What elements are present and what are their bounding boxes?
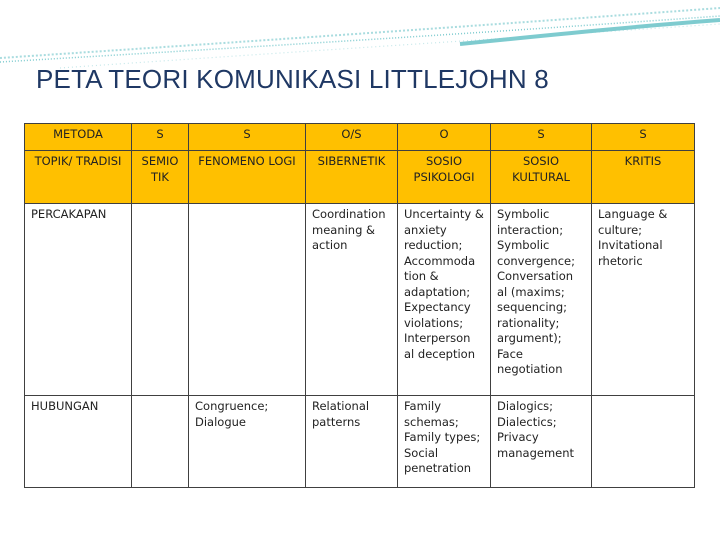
percakapan-row-label: PERCAKAPAN [25, 204, 132, 396]
method-sibernetik: O/S [306, 124, 398, 151]
percakapan-semiotik-cell [132, 204, 189, 396]
percakapan-row [25, 204, 695, 396]
hubungan-row [25, 396, 695, 488]
method-sosiokultural: S [491, 124, 592, 151]
hubungan-fenomenologi-cell: Congruence; Dialogue [189, 396, 306, 488]
tradition-fenomenologi: FENOMENO LOGI [189, 151, 306, 204]
hubungan-semiotik-cell [132, 396, 189, 488]
tradition-row-label: TOPIK/ TRADISI [25, 151, 132, 204]
tradition-kritis: KRITIS [592, 151, 695, 204]
method-sosiopsikologi: O [398, 124, 491, 151]
percakapan-sosiokultural-cell: Symbolic interaction; Symbolic convergence; Conversation al (maxims; sequencing; rationality; argument); Face negotiation [491, 204, 592, 396]
tradition-sosiopsikologi: SOSIO PSIKOLOGI [398, 151, 491, 204]
method-fenomenologi: S [189, 124, 306, 151]
percakapan-sosiopsikologi-cell: Uncertainty & anxiety reduction; Accommoda tion & adaptation; Expectancy violations; Interperson al deception [398, 204, 491, 396]
percakapan-sibernetik-cell: Coordination meaning & action [306, 204, 398, 396]
tradition-sosiokultural: SOSIO KULTURAL [491, 151, 592, 204]
hubungan-sibernetik-cell: Relational patterns [306, 396, 398, 488]
percakapan-kritis-cell: Language & culture; Invitational rhetoric [592, 204, 695, 396]
method-row-label: METODA [25, 124, 132, 151]
method-kritis: S [592, 124, 695, 151]
hubungan-sosiopsikologi-cell: Family schemas; Family types; Social penetration [398, 396, 491, 488]
tradition-sibernetik: SIBERNETIK [306, 151, 398, 204]
method-semiotik: S [132, 124, 189, 151]
tradition-semiotik: SEMIO TIK [132, 151, 189, 204]
tradition-row [25, 151, 695, 204]
hubungan-sosiokultural-cell: Dialogics; Dialectics; Privacy management [491, 396, 592, 488]
percakapan-fenomenologi-cell [189, 204, 306, 396]
method-row [25, 124, 695, 151]
hubungan-kritis-cell [592, 396, 695, 488]
theory-map-table [24, 123, 695, 488]
slide-title: PETA TEORI KOMUNIKASI LITTLEJOHN 8 [36, 64, 549, 94]
hubungan-row-label: HUBUNGAN [25, 396, 132, 488]
